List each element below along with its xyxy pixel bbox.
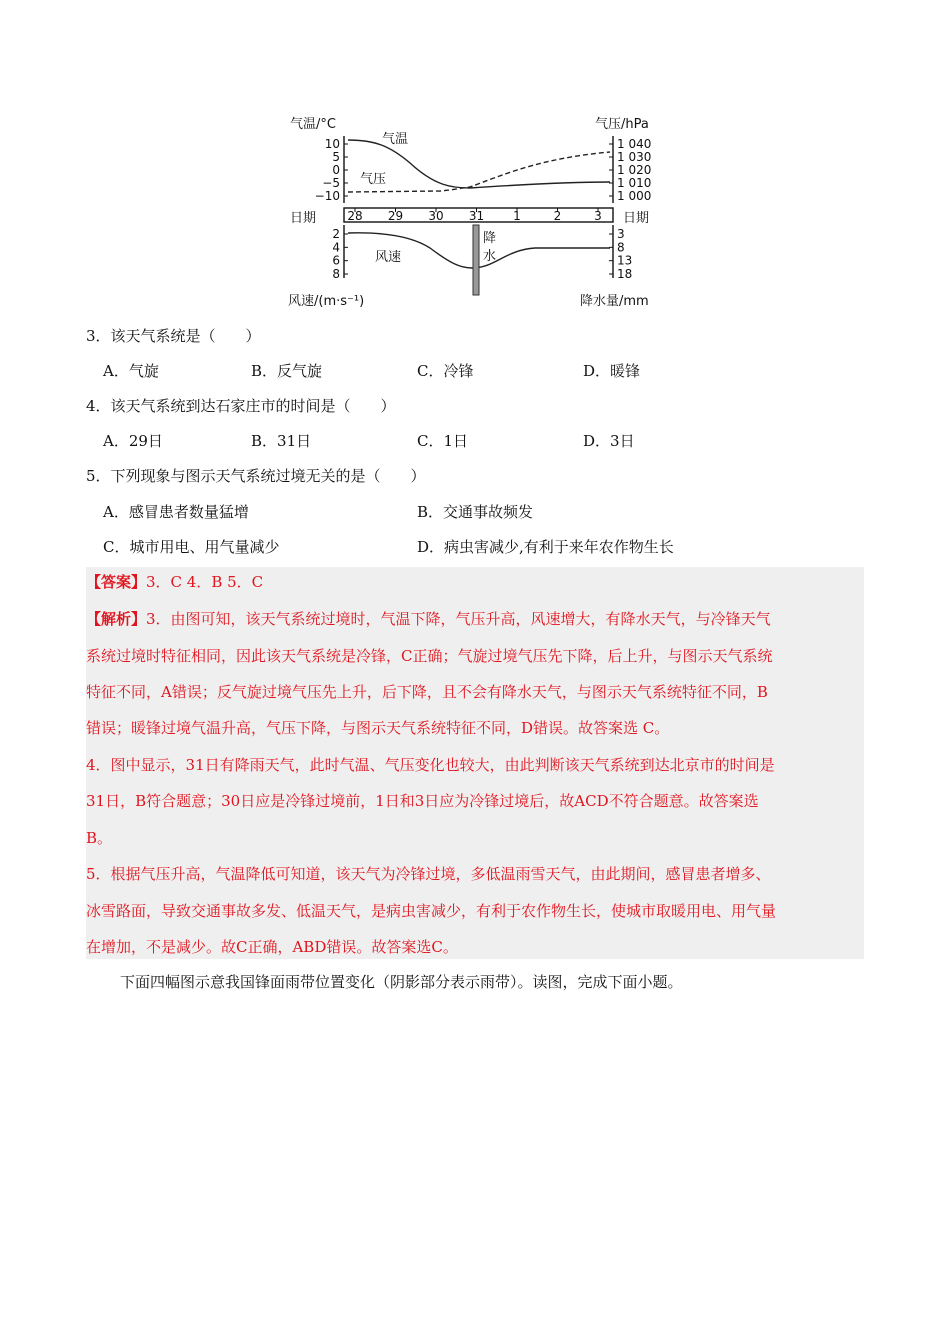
- precip-axis-label: 降水量/mm: [580, 294, 649, 309]
- pressure-tick-label: 1 030: [617, 150, 652, 164]
- precip-tick-label: 18: [617, 267, 633, 281]
- pressure-tick-label: 1 020: [617, 163, 652, 177]
- pressure-tick-label: 1 000: [617, 189, 652, 203]
- temperature-line: [348, 140, 610, 188]
- analysis-text-1: 3．由图可知，该天气系统过境时，气温下降，气压升高，风速增大，有降水天气，与冷锋天气: [146, 610, 771, 628]
- analysis-line-9: 冰雪路面，导致交通事故多发、低温天气，是病虫害减少，有利于农作物生长，使城市取暖用电、用气量: [86, 902, 777, 920]
- q5-option-b: B．交通事故频发: [417, 503, 534, 521]
- analysis-line-4: 错误；暖锋过境气温升高，气压下降，与图示天气系统特征不同，D错误。故答案选 C。: [86, 719, 670, 737]
- pressure-tick-label: 1 040: [617, 137, 652, 151]
- question-4-stem: 4．该天气系统到达石家庄市的时间是（ ）: [86, 397, 396, 415]
- weather-chart: [280, 108, 675, 313]
- wind-tick-label: 8: [332, 267, 340, 281]
- analysis-line-2: 系统过境时特征相同，因此该天气系统是冷锋，C正确；气旋过境气压先下降，后上升，与图示天气系统: [86, 647, 773, 665]
- wind-series-label: 风速: [375, 250, 402, 265]
- date-axis-label-right: 日期: [623, 211, 650, 226]
- temperature-tick-label: 5: [332, 150, 340, 164]
- analysis-tag: 【解析】: [86, 610, 147, 628]
- answer-tag: 【答案】: [86, 573, 147, 591]
- temperature-axis-label: 气温/°C: [290, 117, 336, 132]
- date-tick-label: 28: [347, 209, 363, 223]
- answer-text: 3．C 4．B 5．C: [146, 573, 264, 591]
- analysis-line-3: 特征不同，A错误；反气旋过境气压先上升，后下降，且不会有降水天气，与图示天气系统特征不同，B: [86, 683, 768, 701]
- precip-tick-label: 8: [617, 240, 625, 255]
- q5-option-c: C．城市用电、用气量减少: [103, 538, 280, 556]
- precip-tick-label: 13: [617, 253, 633, 268]
- temperature-tick-label: −10: [314, 189, 340, 203]
- q3-option-a: A．气旋: [103, 362, 159, 380]
- wind-axis-label: 风速/(m·s⁻¹): [288, 294, 365, 309]
- temperature-tick-label: −5: [322, 176, 340, 190]
- pressure-line: [348, 152, 610, 192]
- wind-tick-label: 6: [332, 253, 340, 268]
- analysis-line-7: B。: [86, 829, 113, 847]
- question-3-stem: 3．该天气系统是（ ）: [86, 327, 261, 345]
- analysis-line-1: [86, 609, 771, 629]
- q4-option-c: C．1日: [417, 432, 469, 450]
- wind-tick-label: 4: [332, 240, 340, 255]
- q3-option-d: D．暖锋: [583, 362, 641, 380]
- next-section-intro: 下面四幅图示意我国锋面雨带位置变化（阴影部分表示雨带）。读图，完成下面小题。: [120, 973, 683, 991]
- q5-option-d: D．病虫害减少,有利于来年农作物生长: [417, 538, 674, 556]
- q3-option-c: C．冷锋: [417, 362, 474, 380]
- q5-option-a: A．感冒患者数量猛增: [103, 503, 249, 521]
- analysis-line-10: 在增加，不是减少。故C正确，ABD错误。故答案选C。: [86, 938, 458, 956]
- q3-option-b: B．反气旋: [251, 362, 323, 380]
- question-5-stem: 5．下列现象与图示天气系统过境无关的是（ ）: [86, 467, 426, 485]
- precip-label-1: 降: [483, 231, 497, 246]
- date-tick-label: 2: [553, 209, 562, 223]
- wind-tick-label: 2: [332, 227, 340, 241]
- date-axis-label-left: 日期: [290, 211, 317, 226]
- pressure-series-label: 气压: [360, 172, 387, 187]
- date-tick-label: 3: [594, 209, 602, 223]
- analysis-line-5: 4．图中显示，31日有降雨天气，此时气温、气压变化也较大，由此判断该天气系统到达北京市的时间是: [86, 756, 775, 774]
- analysis-line-6: 31日，B符合题意；30日应是冷锋过境前，1日和3日应为冷锋过境后，故ACD不符合题意。故答案选: [86, 792, 759, 810]
- temperature-tick-label: 10: [324, 137, 340, 151]
- temperature-tick-label: 0: [332, 163, 340, 177]
- analysis-line-8: 5．根据气压升高，气温降低可知道，该天气为冷锋过境，多低温雨雪天气，由此期间，感冒患者增多、: [86, 865, 771, 883]
- date-tick-label: 29: [387, 209, 404, 223]
- pressure-axis-label: 气压/hPa: [595, 117, 649, 132]
- temperature-series-label: 气温: [382, 132, 409, 147]
- precipitation-bar: [473, 225, 479, 295]
- precip-label-2: 水: [483, 249, 497, 264]
- date-tick-label: 31: [468, 209, 485, 223]
- pressure-tick-label: 1 010: [617, 176, 652, 190]
- date-tick-label: 1: [513, 209, 521, 223]
- q4-option-d: D．3日: [583, 432, 635, 450]
- date-tick-label: 30: [428, 209, 444, 223]
- q4-option-a: A．29日: [103, 432, 163, 450]
- answer-line: [86, 572, 263, 592]
- q4-option-b: B．31日: [251, 432, 312, 450]
- precip-tick-label: 3: [617, 227, 625, 241]
